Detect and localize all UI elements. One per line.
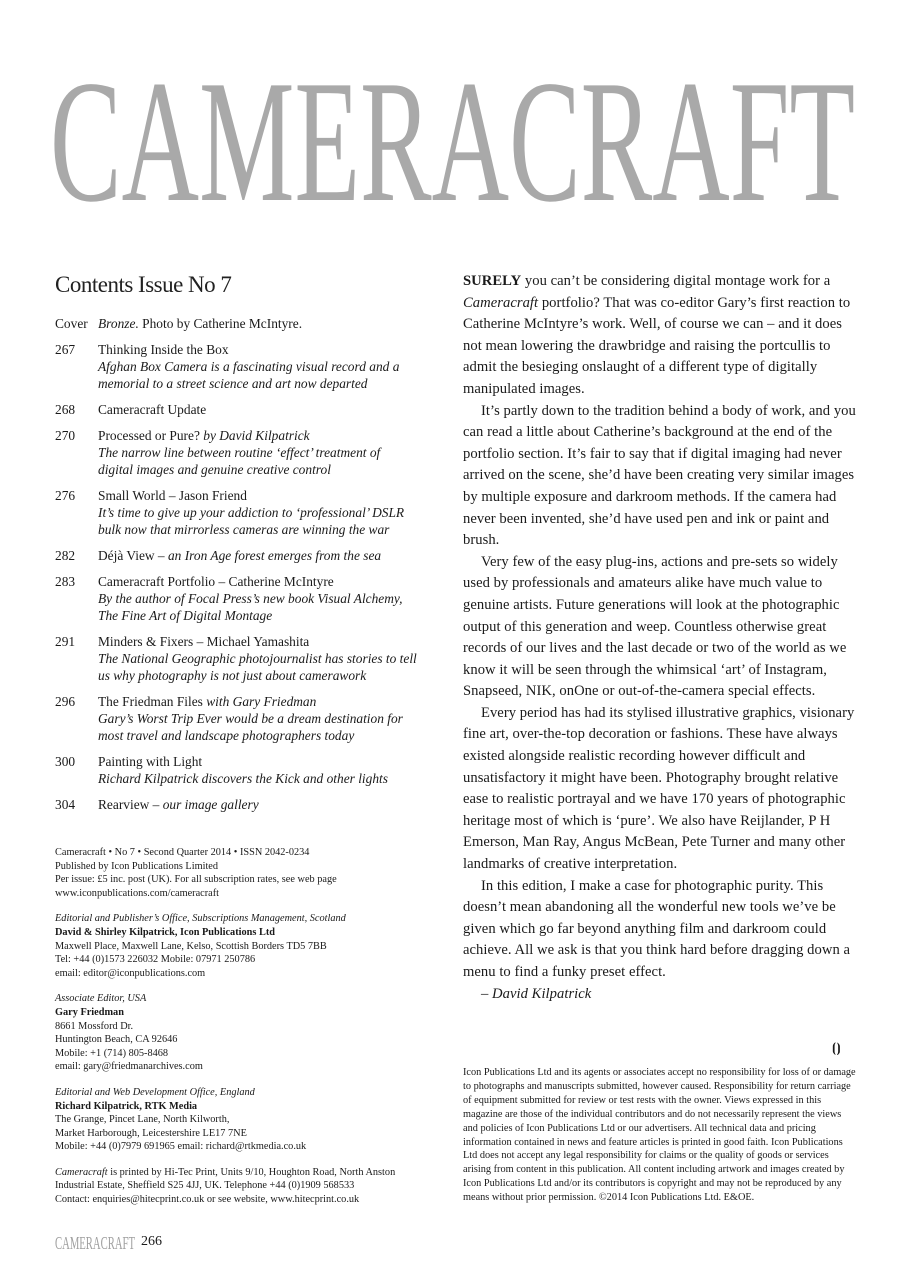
toc-description: digital images and genuine creative control <box>98 462 331 477</box>
pub-line: www.iconpublications.com/cameracraft <box>55 887 220 899</box>
toc-description: bulk now that mirrorless cameras are winning the war <box>98 522 390 537</box>
office-names: David & Shirley Kilpatrick, Icon Publications Ltd <box>55 926 275 938</box>
pub-line: Contact: enquiries@hitecprint.co.uk or see website, www.hitecprint.co.uk <box>55 1194 360 1206</box>
toc-description: Afghan Box Camera is a fascinating visual record and a <box>98 359 400 374</box>
article-paragraph: Very few of the easy plug-ins, actions and pre-sets so widely used by professionals and amateurs alike have much value to genuine artists. Future generations will look at the photographic output of this generation and weep. Countless otherwise great records of our lives and the last decade or two of the world as we know it will be seen through the whimsical ‘art’ of Instagram, Snapseed, NIK, onOne or out-of-the-camera special effects. <box>463 553 847 700</box>
article-signature: – David Kilpatrick <box>481 985 592 1002</box>
toc-entry <box>55 573 440 624</box>
printer-mag-name: Cameracraft <box>55 1166 108 1178</box>
toc-title: Small World – Jason Friend <box>98 488 247 503</box>
table-of-contents <box>55 315 440 822</box>
publication-info <box>55 846 445 1219</box>
toc-description: The National Geographic photojournalist has stories to tell <box>98 651 417 666</box>
toc-page-number: 270 <box>55 428 76 443</box>
toc-title: The Friedman Files with Gary Friedman <box>98 694 317 709</box>
page-number: 266 <box>141 1234 162 1249</box>
article-paragraph: In this edition, I make a case for photographic purity. This doesn’t mean abandoning all the wonderful new tools we’ve be given which go far beyond anything film and darkroom could achieve. All we ask is that you think hard before dragging down a menu to find a funky preset effect. <box>463 877 851 980</box>
masthead-logo <box>50 40 860 230</box>
toc-description: The Fine Art of Digital Montage <box>98 608 273 623</box>
toc-page-number: 300 <box>55 754 76 769</box>
pub-block-1 <box>55 846 445 900</box>
toc-description: memorial to a street science and art now departed <box>98 376 368 391</box>
toc-title: Painting with Light <box>98 754 203 769</box>
pub-line: Industrial Estate, Sheffield S25 4JJ, UK. Telephone +44 (0)1909 568533 <box>55 1180 355 1192</box>
toc-page-number: 268 <box>55 402 76 417</box>
masthead-title: CAMERACRAFT <box>50 44 855 230</box>
toc-entry <box>55 633 440 684</box>
toc-description: us why photography is not just about camerawork <box>98 668 367 683</box>
pub-line: is printed by Hi-Tec Print, Units 9/10, Houghton Road, North Anston <box>107 1166 396 1178</box>
toc-title: Thinking Inside the Box <box>98 342 229 357</box>
toc-title: Bronze. Photo by Catherine McIntyre. <box>98 316 303 331</box>
article-paragraph: It’s partly down to the tradition behind a body of work, and you can read a little about Catherine’s background at the end of the portfolio section. It’s fair to say that if digital imaging had never arrived on the scene, she’d have been creating very similar images by multiple exposure and darkroom methods. If the camera had never been invented, she’d have used pen and ink or paint and brush. <box>463 402 856 549</box>
toc-entry <box>55 401 440 418</box>
pub-line: Mobile: +1 (714) 805-8468 <box>55 1047 169 1059</box>
pub-line: Huntington Beach, CA 92646 <box>55 1034 178 1046</box>
disclaimer: Icon Publications Ltd and its agents or associates accept no responsibility for loss of or damage to photographs and manuscripts submitted, however caused. Responsibility for return carriage of equipment submitted for review or test rests with the owner. Views expressed in this magazine are those of the individual contributors and do not necessarily represent the views and policies of Icon Publications Ltd or our advertisers. All technical data and pricing information contained in news and feature articles is printed in good faith. Icon Publications Ltd does not accept any legal responsibility for claims or the quality of goods or services arising from content in this publication. All content including artwork and images created by Icon Publications Ltd and/or its contributors is copyright and may not be reproduced by any means without prior permission. ©2014 Icon Publications Ltd. E&OE. <box>463 1067 856 1204</box>
footer <box>55 1232 162 1252</box>
pub-line: Published by Icon Publications Limited <box>55 860 219 872</box>
office-heading: Editorial and Publisher’s Office, Subscriptions Management, Scotland <box>55 913 346 925</box>
editorial-article <box>463 271 858 1005</box>
toc-entry <box>55 315 440 332</box>
pub-block-5 <box>55 1166 445 1207</box>
toc-entry <box>55 796 440 813</box>
toc-description: Richard Kilpatrick discovers the Kick and other lights <box>98 771 388 786</box>
pub-block-2 <box>55 912 445 980</box>
toc-page-number: 291 <box>55 634 76 649</box>
pub-line: The Grange, Pincet Lane, North Kilworth, <box>55 1114 230 1126</box>
toc-title: Processed or Pure? by David Kilpatrick <box>98 428 310 443</box>
lead-word: SURELY <box>463 273 522 289</box>
toc-page-number: 296 <box>55 694 76 709</box>
toc-description: The narrow line between routine ‘effect’ treatment of <box>98 445 381 460</box>
toc-page-number: Cover <box>55 316 88 331</box>
contents-title: Contents Issue No 7 <box>55 272 232 297</box>
footer-logo <box>55 1232 137 1252</box>
toc-title: Cameracraft Update <box>98 402 207 417</box>
toc-page-number: 282 <box>55 548 76 563</box>
pub-line: Mobile: +44 (0)7979 691965 email: richard@rtkmedia.co.uk <box>55 1141 307 1153</box>
article-paragraph: SURELY you can’t be considering digital montage work for a Cameracraft portfolio? That was co-editor Gary’s first reaction to Catherine McIntyre’s work. Well, of course we can – and it does not mean lowering the drawbridge and raising the portcullis to admit the besieging onslaught of a different type of digitally manipulated images. <box>463 273 851 397</box>
toc-description: Gary’s Worst Trip Ever would be a dream destination for <box>98 711 403 726</box>
toc-entry <box>55 693 440 744</box>
pub-line: Cameracraft • No 7 • Second Quarter 2014 • ISSN 2042-0234 <box>55 847 310 858</box>
toc-page-number: 283 <box>55 574 76 589</box>
article-paragraph: Every period has had its stylised illustrative graphics, visionary fine art, over-the-top decoration or fashions. These have always existed alongside realistic recording however difficult and unsatisfactory it might have been. Photography brought relative ease to realistic portrayal and we have 170 years of photographic heritage most of which is ‘pure’. We also have Reijlander, P H Emerson, Man Ray, Angus McBean, Pete Turner and many other landmarks of creative interpretation. <box>463 704 855 873</box>
toc-entry <box>55 341 440 392</box>
pub-block-4 <box>55 1086 445 1154</box>
toc-title: Cameracraft Portfolio – Catherine McIntyre <box>98 574 334 589</box>
office-names: Richard Kilpatrick, RTK Media <box>55 1100 198 1112</box>
toc-page-number: 267 <box>55 342 76 357</box>
office-names: Gary Friedman <box>55 1006 124 1018</box>
office-heading: Associate Editor, USA <box>55 993 147 1005</box>
pub-line: email: gary@friedmanarchives.com <box>55 1061 203 1073</box>
toc-title: Rearview – our image gallery <box>98 797 259 812</box>
toc-title: Minders & Fixers – Michael Yamashita <box>98 634 310 649</box>
toc-page-number: 276 <box>55 488 76 503</box>
toc-entry <box>55 753 440 787</box>
pub-line: email: editor@iconpublications.com <box>55 967 206 979</box>
pub-line: Per issue: £5 inc. post (UK). For all subscription rates, see web page <box>55 874 337 886</box>
pub-line: Market Harborough, Leicestershire LE17 7NE <box>55 1127 247 1139</box>
end-mark-icon: ⦗⦘ <box>832 1041 841 1056</box>
toc-entry <box>55 547 440 564</box>
pub-line: Tel: +44 (0)1573 226032 Mobile: 07971 250786 <box>55 954 256 966</box>
toc-title: Déjà View – an Iron Age forest emerges from the sea <box>98 548 382 563</box>
toc-description: It’s time to give up your addiction to ‘professional’ DSLR <box>98 505 405 520</box>
toc-description: By the author of Focal Press’s new book Visual Alchemy, <box>98 591 403 606</box>
toc-description: most travel and landscape photographers today <box>98 728 355 743</box>
toc-page-number: 304 <box>55 797 76 812</box>
toc-entry <box>55 427 440 478</box>
pub-line: Maxwell Place, Maxwell Lane, Kelso, Scottish Borders TD5 7BB <box>55 940 327 952</box>
svg-text:CAMERACRAFT: CAMERACRAFT <box>55 1233 135 1252</box>
masthead-logo-svg <box>50 40 860 230</box>
pub-block-3 <box>55 992 445 1074</box>
pub-line: 8661 Mossford Dr. <box>55 1020 134 1032</box>
toc-entry <box>55 487 440 538</box>
office-heading: Editorial and Web Development Office, England <box>55 1086 255 1098</box>
